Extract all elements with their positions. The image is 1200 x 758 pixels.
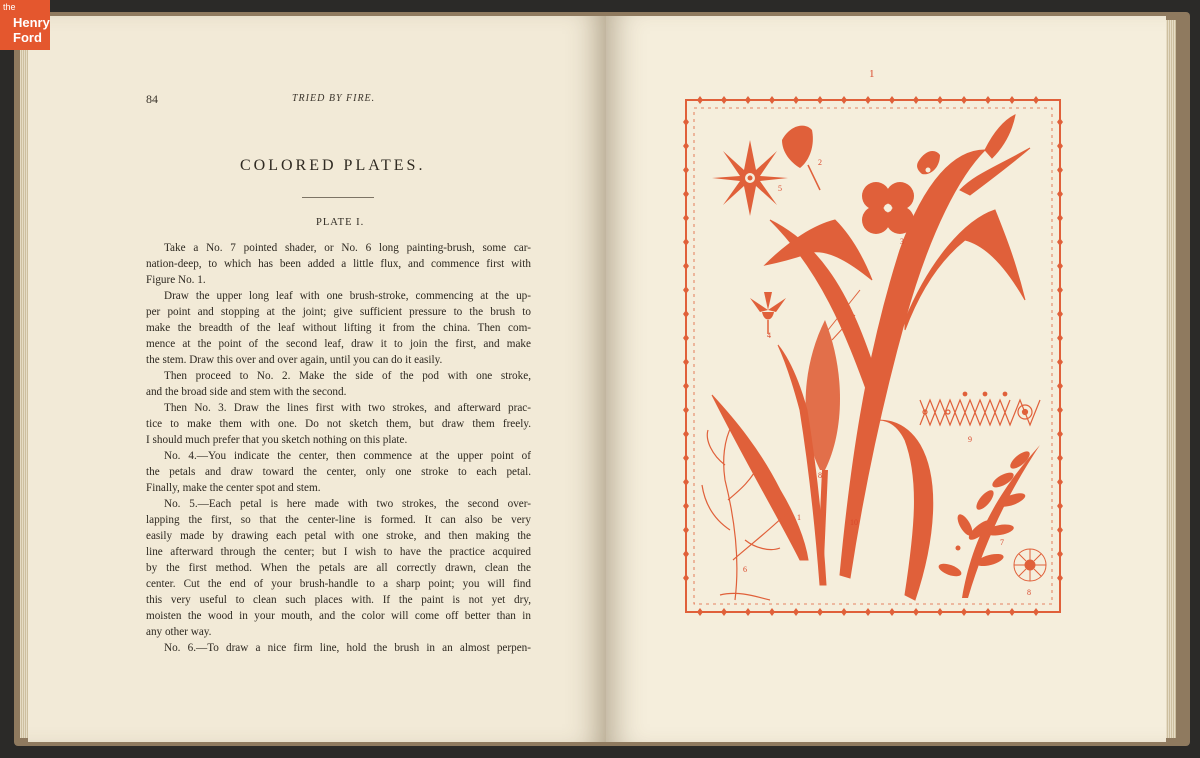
- border-ornament: [1033, 96, 1039, 104]
- text-line: nation-deep, to which has been added a little flux, and commence first with: [146, 258, 531, 270]
- daisy-rosette: [1014, 549, 1046, 581]
- figure-label: 1: [797, 513, 801, 522]
- border-ornament: [1057, 382, 1063, 390]
- border-ornament: [745, 96, 751, 104]
- border-ornament: [1057, 430, 1063, 438]
- text-line: Take a No. 7 pointed shader, or No. 6 long painting-brush, some car-: [164, 242, 531, 254]
- border-ornament: [683, 502, 689, 510]
- text-line: No. 4.—You indicate the center, then commence at the upper point of: [164, 450, 531, 462]
- border-ornament: [1057, 406, 1063, 414]
- henry-ford-logo: the Henry Ford: [0, 0, 50, 50]
- figure-label: 8: [818, 471, 822, 480]
- text-line: by the first method. When the petals are all correctly drawn, clean the: [146, 562, 531, 574]
- figure-label: 9: [968, 435, 972, 444]
- border-ornament: [683, 478, 689, 486]
- border-ornament: [683, 550, 689, 558]
- border-ornament: [985, 608, 991, 616]
- border-ornament: [1057, 310, 1063, 318]
- figure-label: 10: [850, 518, 858, 527]
- text-line: any other way.: [146, 626, 212, 638]
- border-ornament: [683, 238, 689, 246]
- text-line: easily made by drawing each petal with one stroke, and then making the: [146, 530, 531, 542]
- border-ornament: [697, 608, 703, 616]
- figure-label: 6: [743, 565, 747, 574]
- border-ornament: [913, 608, 919, 616]
- border-ornament: [769, 608, 775, 616]
- border-ornament: [961, 96, 967, 104]
- plate-number: 1: [869, 68, 875, 80]
- border-ornament: [683, 574, 689, 582]
- border-ornament: [1057, 454, 1063, 462]
- zigzag-ornament: [920, 392, 1040, 425]
- small-lily-flower: [750, 292, 786, 334]
- border-ornament: [1057, 526, 1063, 534]
- border-ornament: [683, 190, 689, 198]
- border-ornament: [1057, 166, 1063, 174]
- border-ornament: [683, 262, 689, 270]
- border-ornament: [1009, 96, 1015, 104]
- text-line: this very useful to clean such places with. If the paint is not yet dry,: [146, 594, 531, 606]
- figure-label: 5: [778, 184, 782, 193]
- text-line: mence at the point of the second leaf, draw it to join the first, and make: [146, 338, 531, 350]
- border-ornament: [841, 96, 847, 104]
- text-line: Finally, make the center spot and stem.: [146, 482, 321, 494]
- text-line: Figure No. 1.: [146, 274, 206, 286]
- text-line: I should much prefer that you sketch nothing on this plate.: [146, 434, 408, 446]
- plate-heading: PLATE I.: [316, 217, 365, 228]
- border-ornament: [683, 142, 689, 150]
- border-ornament: [683, 526, 689, 534]
- border-ornament: [817, 96, 823, 104]
- border-ornament: [1057, 118, 1063, 126]
- border-ornament: [745, 608, 751, 616]
- border-ornament: [961, 608, 967, 616]
- text-line: No. 6.—To draw a nice firm line, hold the brush in an almost perpen-: [164, 642, 531, 654]
- text-line: per point and stopping at the joint; give sufficient pressure to the brush to: [146, 306, 531, 318]
- border-ornament: [1057, 502, 1063, 510]
- border-ornament: [1033, 608, 1039, 616]
- figure-label: 7: [1000, 538, 1004, 547]
- border-ornament: [683, 310, 689, 318]
- border-ornament: [683, 406, 689, 414]
- border-ornament: [937, 608, 943, 616]
- border-ornament: [721, 608, 727, 616]
- border-ornament: [683, 430, 689, 438]
- border-ornament: [683, 166, 689, 174]
- star-flower: [712, 140, 788, 216]
- border-ornament: [1057, 574, 1063, 582]
- border-ornament: [1057, 214, 1063, 222]
- border-ornament: [985, 96, 991, 104]
- leafy-sprig: [937, 445, 1040, 598]
- text-line: tice to make them with one. Do not sketch them, but draw them freely.: [146, 418, 531, 430]
- figure-label: 4: [767, 331, 771, 340]
- text-line: and the broad side and stem with the second.: [146, 386, 347, 398]
- text-line: the petals and draw toward the center, only one stroke to each petal.: [146, 466, 531, 478]
- border-ornament: [683, 358, 689, 366]
- border-ornament: [1057, 238, 1063, 246]
- text-line: line afterward through the center; but I wish to have the practice acquired: [146, 546, 531, 558]
- border-ornament: [1009, 608, 1015, 616]
- border-ornament: [683, 118, 689, 126]
- page-number: 84: [146, 92, 158, 106]
- running-head: TRIED BY FIRE.: [292, 93, 376, 104]
- border-ornament: [697, 96, 703, 104]
- border-ornament: [1057, 286, 1063, 294]
- border-ornament: [1057, 334, 1063, 342]
- border-ornament: [793, 608, 799, 616]
- border-ornament: [1057, 190, 1063, 198]
- border-ornament: [841, 608, 847, 616]
- border-ornament: [865, 608, 871, 616]
- border-ornament: [769, 96, 775, 104]
- border-ornament: [865, 96, 871, 104]
- border-ornament: [1057, 358, 1063, 366]
- section-title: COLORED PLATES.: [240, 157, 426, 174]
- four-petal-flower: [862, 182, 914, 234]
- border-ornament: [889, 96, 895, 104]
- figure-label: 3: [900, 237, 904, 246]
- border-ornament: [683, 214, 689, 222]
- text-line: No. 5.—Each petal is here made with two strokes, the second over-: [164, 498, 531, 510]
- border-ornament: [1057, 478, 1063, 486]
- border-ornament: [683, 382, 689, 390]
- border-ornament: [1057, 142, 1063, 150]
- text-line: Draw the upper long leaf with one brush-stroke, commencing at the up-: [164, 290, 531, 302]
- text-line: Then No. 3. Draw the lines first with two strokes, and afterward prac-: [164, 402, 531, 414]
- bud-flower: [917, 151, 940, 174]
- border-ornament: [937, 96, 943, 104]
- figure-label: 2: [818, 158, 822, 167]
- text-line: Then proceed to No. 2. Make the side of the pod with one stroke,: [164, 370, 531, 382]
- border-ornament: [1057, 262, 1063, 270]
- text-line: lapping the first, so that the center-line is formed. It can also be very: [146, 514, 531, 526]
- figure-label: 8: [1027, 588, 1031, 597]
- text-line: center. Cut the end of your brush-handle to a sharp point; you will find: [146, 578, 531, 590]
- border-ornament: [683, 334, 689, 342]
- border-ornament: [793, 96, 799, 104]
- border-ornament: [683, 454, 689, 462]
- text-line: moisten the wood in your mouth, and the color will come off better than in: [146, 610, 531, 622]
- border-ornament: [817, 608, 823, 616]
- border-ornament: [889, 608, 895, 616]
- text-line: the stem. Draw this over and over again, until you can do it easily.: [146, 354, 443, 366]
- pod-flower: [782, 126, 820, 190]
- border-ornament: [721, 96, 727, 104]
- text-line: make the breadth of the leaf without lifting it from the china. Then com-: [146, 322, 531, 334]
- border-ornament: [1057, 550, 1063, 558]
- border-ornament: [913, 96, 919, 104]
- border-ornament: [683, 286, 689, 294]
